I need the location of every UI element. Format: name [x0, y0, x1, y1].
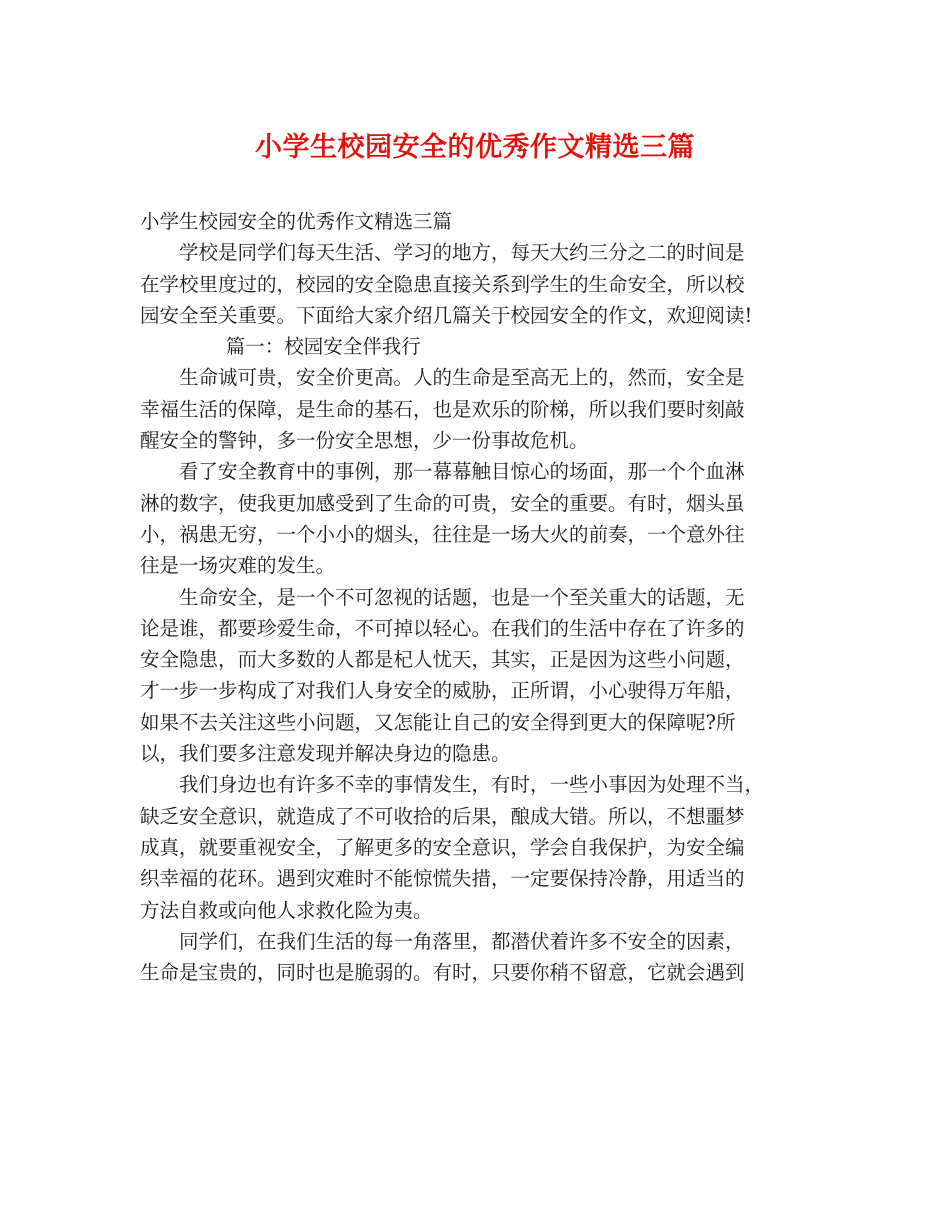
body-paragraph: [140, 769, 820, 925]
text-line: 看了安全教育中的事例，那一幕幕触目惊心的场面，那一个个血淋: [179, 460, 745, 484]
text-line: 缺乏安全意识，就造成了不可收拾的后果，酿成大错。所以，不想噩梦: [140, 804, 745, 828]
text-line: 淋的数字，使我更加感受到了生命的可贵，安全的重要。有时，烟头虽: [140, 491, 745, 515]
text-line: 醒安全的警钟，多一份安全思想，少一份事故危机。: [140, 429, 589, 453]
text-line: 往是一场灾难的发生。: [140, 554, 336, 578]
text-line: 如果不去关注这些小问题，又怎能让自己的安全得到更大的保障呢?所: [140, 710, 736, 734]
text-line: 安全隐患，而大多数的人都是杞人忧天，其实，正是因为这些小问题，: [140, 648, 745, 672]
document-title: 小学生校园安全的优秀作文精选三篇: [255, 132, 695, 163]
text-line: 以，我们要多注意发现并解决身边的隐患。: [140, 742, 511, 766]
text-line: 园安全至关重要。下面给大家介绍几篇关于校园安全的作文，欢迎阅读!: [140, 303, 753, 327]
body-paragraph: [140, 926, 820, 989]
text-line: 学校是同学们每天生活、学习的地方，每天大约三分之二的时间是: [179, 241, 745, 265]
text-line: 同学们，在我们生活的每一角落里，都潜伏着许多不安全的因素，: [179, 929, 745, 953]
text-line: 小，祸患无穷，一个小小的烟头，往往是一场大火的前奏，一个意外往: [140, 522, 745, 546]
text-line: 生命安全，是一个不可忽视的话题，也是一个至关重大的话题，无: [179, 585, 745, 609]
text-line: 成真，就要重视安全，了解更多的安全意识，学会自我保护，为安全编: [140, 835, 745, 859]
intro-paragraph: [140, 237, 820, 331]
text-line: 生命诚可贵，安全价更高。人的生命是至高无上的，然而，安全是: [179, 366, 745, 390]
text-line: 方法自救或向他人求救化险为夷。: [140, 898, 433, 922]
text-line: 幸福生活的保障，是生命的基石，也是欢乐的阶梯，所以我们要时刻敲: [140, 397, 745, 421]
section-heading: [140, 331, 820, 362]
document-subtitle: [140, 206, 820, 237]
text-line: 论是谁，都要珍爱生命，不可掉以轻心。在我们的生活中存在了许多的: [140, 616, 745, 640]
document-body: [140, 206, 820, 988]
body-paragraph: [140, 582, 820, 770]
text-line: 我们身边也有许多不幸的事情发生，有时，一些小事因为处理不当，: [179, 773, 765, 797]
text-line: 生命是宝贵的，同时也是脆弱的。有时，只要你稍不留意，它就会遇到: [140, 961, 745, 985]
text-line: 才一步一步构成了对我们人身安全的威胁，正所谓，小心驶得万年船，: [140, 679, 745, 703]
subtitle-line: 小学生校园安全的优秀作文精选三篇: [140, 210, 453, 233]
section-heading-text: 篇一：校园安全伴我行: [225, 335, 421, 359]
text-line: 在学校里度过的，校园的安全隐患直接关系到学生的生命安全，所以校: [140, 272, 745, 296]
text-line: 织幸福的花环。遇到灾难时不能惊慌失措，一定要保持冷静，用适当的: [140, 867, 745, 891]
body-paragraph: [140, 362, 820, 456]
body-paragraph: [140, 456, 820, 581]
